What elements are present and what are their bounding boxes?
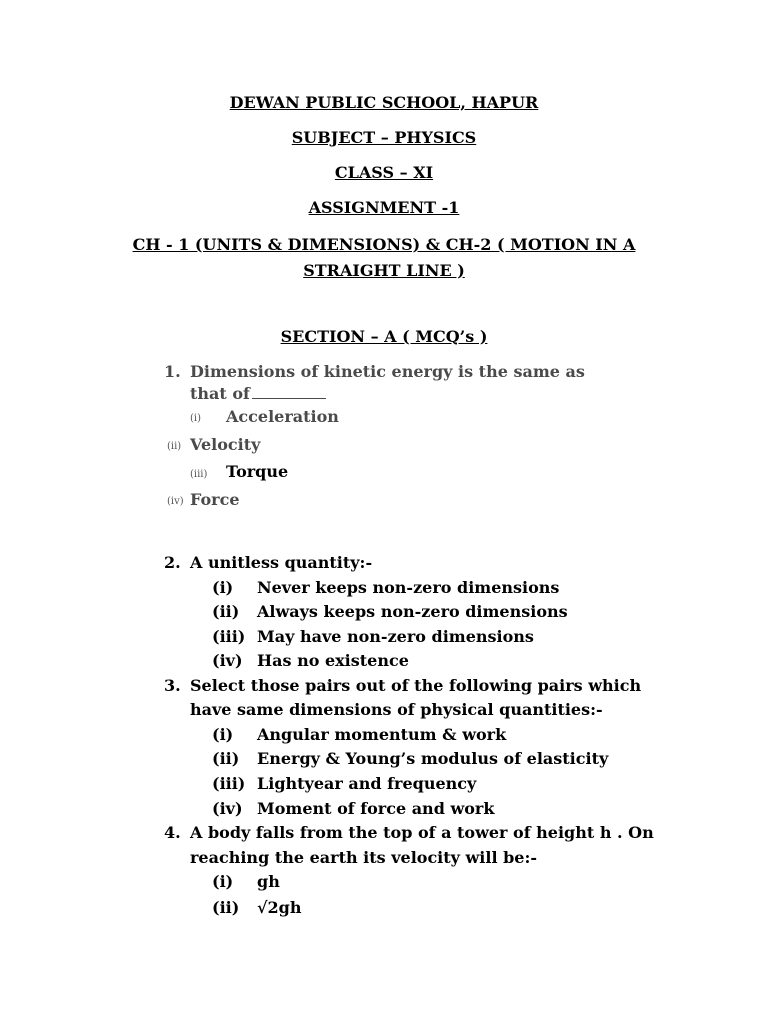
- option-marker: (iii): [212, 627, 246, 646]
- question-text-cont: have same dimensions of physical quantities:-: [190, 700, 603, 719]
- school-name: DEWAN PUBLIC SCHOOL, HAPUR: [229, 93, 539, 112]
- subject-title: SUBJECT – PHYSICS: [291, 128, 477, 147]
- option-marker: (iv): [212, 799, 243, 818]
- question-text: A body falls from the top of a tower of height h . On: [190, 823, 654, 842]
- question-text: Select those pairs out of the following pairs which: [190, 676, 642, 695]
- question-number: 4.: [164, 823, 181, 842]
- option-text: Angular momentum & work: [257, 725, 507, 744]
- question-text: Dimensions of kinetic energy is the same as: [190, 362, 585, 381]
- question-number: 1.: [164, 362, 181, 381]
- option-text: Never keeps non-zero dimensions: [257, 578, 560, 597]
- option-marker: (iv): [212, 651, 243, 670]
- chapters-title: CH - 1 (UNITS & DIMENSIONS) & CH-2 ( MOTION IN A STRAIGHT LINE ): [132, 235, 636, 280]
- option-marker: (iii): [190, 469, 208, 480]
- option-marker: (i): [212, 872, 234, 891]
- option-text: Force: [190, 490, 240, 509]
- option-marker: (i): [212, 725, 234, 744]
- option-text: May have non-zero dimensions: [257, 627, 534, 646]
- question-number: 3.: [164, 676, 181, 695]
- answer-blank: [252, 398, 326, 399]
- option-text: Acceleration: [226, 407, 339, 426]
- question-text-cont: reaching the earth its velocity will be:-: [190, 848, 538, 867]
- option-text: Has no existence: [257, 651, 409, 670]
- class-title: CLASS – XI: [334, 163, 434, 182]
- option-marker: (i): [190, 413, 202, 424]
- question-text: A unitless quantity:-: [190, 553, 373, 572]
- option-marker: (i): [212, 578, 234, 597]
- option-text: Lightyear and frequency: [257, 774, 477, 793]
- option-text: Energy & Young’s modulus of elasticity: [257, 749, 609, 768]
- option-marker: (ii): [212, 749, 240, 768]
- option-text: Moment of force and work: [257, 799, 495, 818]
- option-text: gh: [257, 872, 280, 891]
- question-text-cont: [190, 384, 326, 403]
- question-number: 2.: [164, 553, 181, 572]
- option-text: Always keeps non-zero dimensions: [257, 602, 568, 621]
- section-title: SECTION – A ( MCQ’s ): [280, 327, 488, 346]
- option-marker: (ii): [212, 602, 240, 621]
- option-marker: (ii): [212, 898, 240, 917]
- option-text: √2gh: [257, 898, 302, 917]
- question-text-fragment: that of: [190, 384, 250, 403]
- option-text: Velocity: [190, 435, 261, 454]
- option-marker: (ii): [167, 441, 182, 452]
- option-marker: (iii): [212, 774, 246, 793]
- option-text: Torque: [226, 462, 289, 481]
- assignment-title: ASSIGNMENT -1: [308, 198, 460, 217]
- option-marker: (iv): [167, 496, 184, 507]
